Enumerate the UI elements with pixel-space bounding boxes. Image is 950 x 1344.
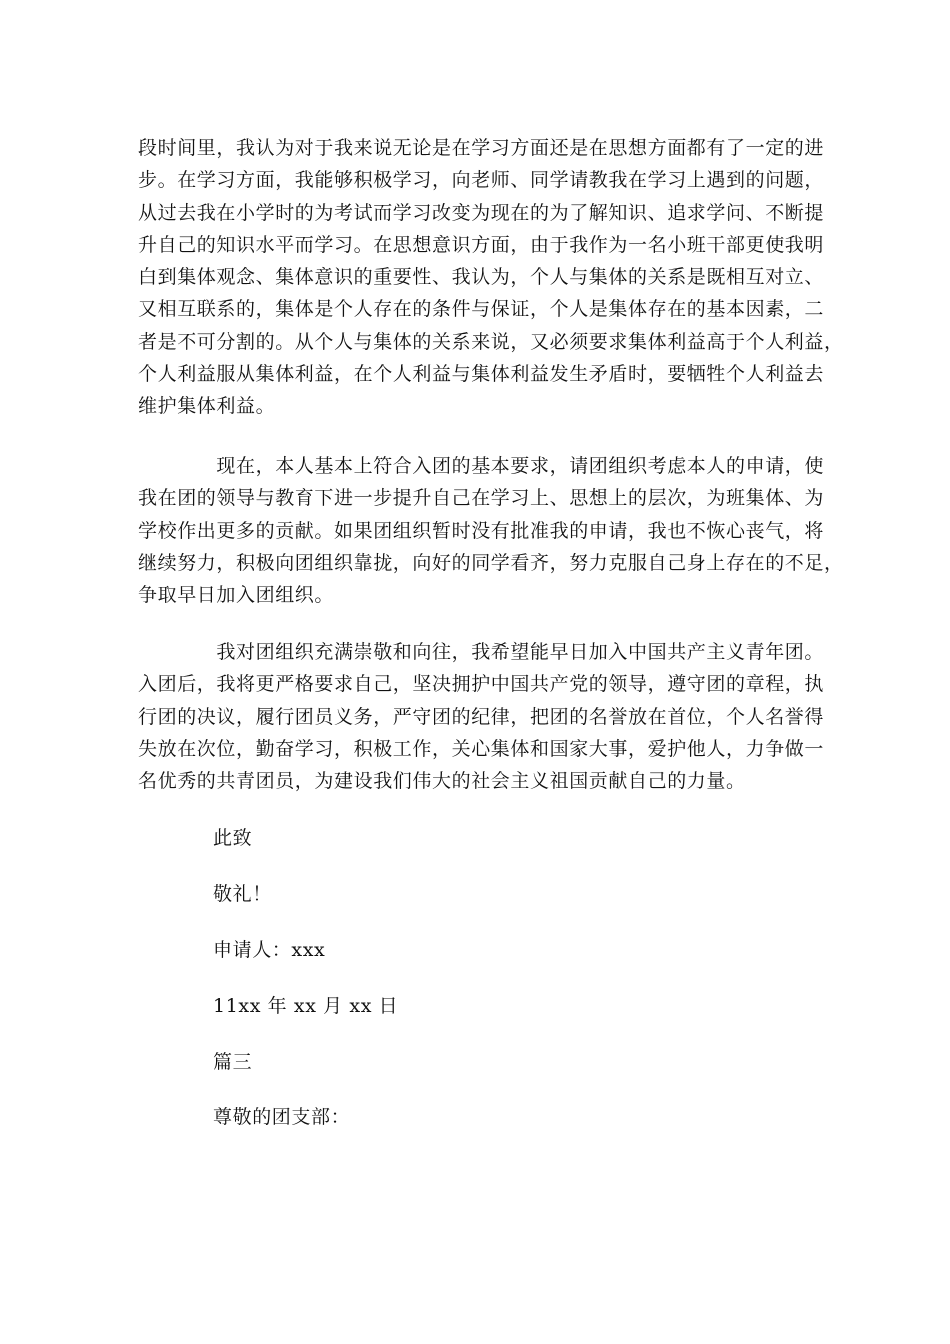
- closing-regards: 敬礼！: [213, 883, 272, 905]
- paragraph-line: 继续努力，积极向团组织靠拢，向好的同学看齐，努力克服自己身上存在的不足，: [138, 551, 844, 574]
- section-label: 篇三: [213, 1051, 253, 1073]
- paragraph-line: 名优秀的共青团员，为建设我们伟大的社会主义祖国贡献自己的力量。: [138, 770, 746, 793]
- paragraph-line: 行团的决议，履行团员义务，严守团的纪律，把团的名誉放在首位，个人名誉得: [138, 705, 825, 728]
- paragraph-1: [138, 132, 844, 423]
- date-line: 11xx 年 xx 月 xx 日: [213, 995, 399, 1017]
- paragraph-line: 入团后，我将更严格要求自己，坚决拥护中国共产党的领导，遵守团的章程，执: [138, 673, 825, 696]
- closing-salutation: 此致: [213, 827, 253, 849]
- paragraph-line: 步。在学习方面，我能够积极学习，向老师、同学请教我在学习上遇到的问题，: [138, 169, 825, 192]
- greeting-line: 尊敬的团支部：: [213, 1106, 351, 1128]
- paragraph-line: 争取早日加入团组织。: [138, 584, 335, 607]
- paragraph-line: 维护集体利益。: [138, 395, 276, 418]
- paragraph-line: 学校作出更多的贡献。如果团组织暂时没有批准我的申请，我也不恢心丧气，将: [138, 519, 825, 542]
- paragraph-line: 现在，本人基本上符合入团的基本要求，请团组织考虑本人的申请，使: [138, 455, 825, 477]
- paragraph-line: 段时间里，我认为对于我来说无论是在学习方面还是在思想方面都有了一定的进: [138, 137, 825, 159]
- paragraph-line: 个人利益服从集体利益，在个人利益与集体利益发生矛盾时，要牺牲个人利益去: [138, 363, 825, 386]
- paragraph-line: 又相互联系的，集体是个人存在的条件与保证，个人是集体存在的基本因素，二: [138, 298, 825, 321]
- paragraph-2: [138, 450, 844, 611]
- paragraph-line: 失放在次位，勤奋学习，积极工作，关心集体和国家大事，爱护他人，力争做一: [138, 737, 825, 760]
- paragraph-line: 升自己的知识水平而学习。在思想意识方面，由于我作为一名小班干部更使我明: [138, 233, 825, 256]
- paragraph-line: 我在团的领导与教育下进一步提升自己在学习上、思想上的层次，为班集体、为: [138, 487, 825, 510]
- paragraph-line: 者是不可分割的。从个人与集体的关系来说，又必须要求集体利益高于个人利益，: [138, 330, 844, 353]
- paragraph-line: 白到集体观念、集体意识的重要性、我认为，个人与集体的关系是既相互对立、: [138, 266, 825, 289]
- applicant-line: 申请人：xxx: [213, 939, 326, 961]
- paragraph-line: 我对团组织充满崇敬和向往，我希望能早日加入中国共产主义青年团。: [138, 641, 825, 663]
- paragraph-3: [138, 636, 824, 797]
- paragraph-line: 从过去我在小学时的为考试而学习改变为现在的为了解知识、追求学问、不断提: [138, 201, 825, 224]
